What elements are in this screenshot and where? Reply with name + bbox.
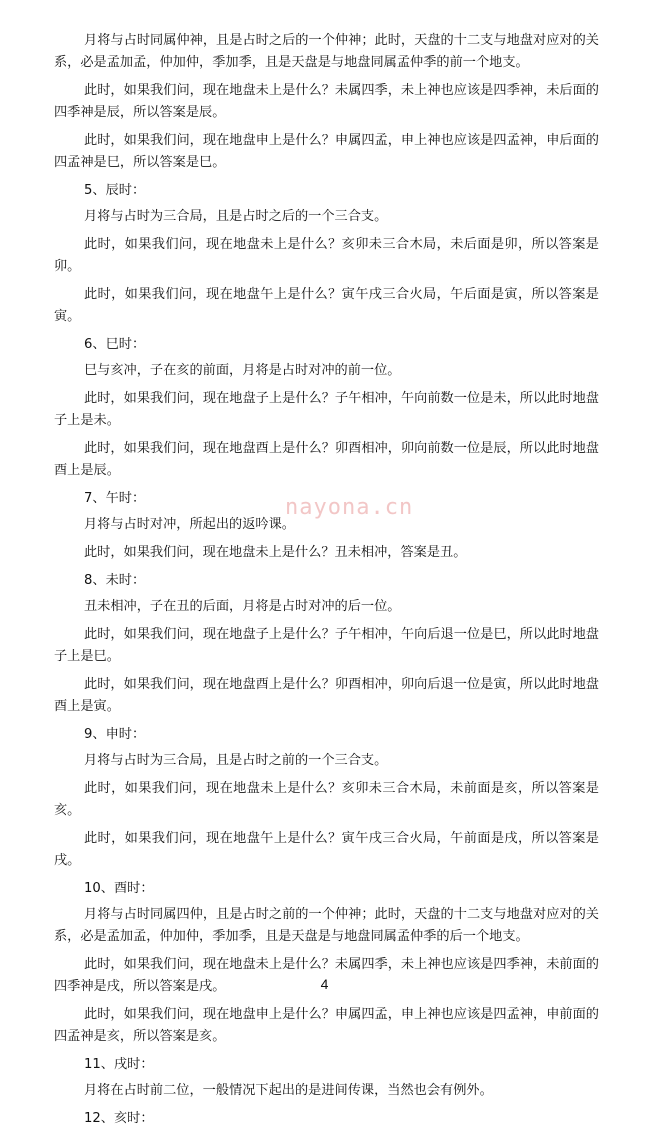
- section-heading: 7、午时：: [84, 491, 146, 506]
- paragraph: 此时，如果我们问，现在地盘申上是什么？申属四孟，申上神也应该是四孟神，申后面的四孟神是巳，所以答案是巳。: [54, 133, 599, 170]
- paragraph: 此时，如果我们问，现在地盘未上是什么？亥卯未三合木局，未前面是亥，所以答案是亥。: [54, 781, 599, 818]
- paragraph: 月将与占时对冲，所起出的返吟课。: [84, 517, 295, 532]
- section-heading: 6、巳时：: [84, 337, 146, 352]
- section-heading: 10、酉时：: [84, 881, 154, 896]
- paragraph: 丑未相冲，子在丑的后面，月将是占时对冲的后一位。: [84, 599, 401, 614]
- paragraph: 此时，如果我们问，现在地盘午上是什么？寅午戌三合火局，午前面是戌，所以答案是戌。: [54, 831, 599, 868]
- section-heading: 12、亥时：: [84, 1111, 154, 1126]
- paragraph: 此时，如果我们问，现在地盘未上是什么？未属四季，未上神也应该是四季神，未前面的四季神是戌，所以答案是戌。: [54, 957, 599, 994]
- paragraph: 月将与占时同属仲神，且是占时之后的一个仲神；此时，天盘的十二支与地盘对应对的关系，必是孟加孟，仲加仲，季加季，且是天盘是与地盘同属孟仲季的前一个地支。: [54, 33, 599, 70]
- paragraph: 此时，如果我们问，现在地盘子上是什么？子午相冲，午向前数一位是未，所以此时地盘子上是未。: [54, 391, 599, 428]
- paragraph: 此时，如果我们问，现在地盘未上是什么？丑未相冲，答案是丑。: [84, 545, 467, 560]
- paragraph: 月将与占时为三合局，且是占时之后的一个三合支。: [84, 209, 388, 224]
- paragraph: 巳与亥冲，子在亥的前面，月将是占时对冲的前一位。: [84, 363, 401, 378]
- watermark: nayona.cn: [285, 495, 414, 520]
- section-heading: 9、申时：: [84, 727, 146, 742]
- paragraph: 此时，如果我们问，现在地盘子上是什么？子午相冲，午向后退一位是巳，所以此时地盘子上是巳。: [54, 627, 599, 664]
- paragraph: 月将与占时同属四仲，且是占时之前的一个仲神；此时，天盘的十二支与地盘对应对的关系，必是孟加孟，仲加仲，季加季，且是天盘是与地盘同属孟仲季的后一个地支。: [54, 907, 599, 944]
- paragraph: 此时，如果我们问，现在地盘午上是什么？寅午戌三合火局，午后面是寅，所以答案是寅。: [54, 287, 599, 324]
- paragraph: 此时，如果我们问，现在地盘酉上是什么？卯酉相冲，卯向前数一位是辰，所以此时地盘酉上是辰。: [54, 441, 599, 478]
- paragraph: 此时，如果我们问，现在地盘未上是什么？未属四季，未上神也应该是四季神，未后面的四季神是辰，所以答案是辰。: [54, 83, 599, 120]
- paragraph: 此时，如果我们问，现在地盘未上是什么？亥卯未三合木局，未后面是卯，所以答案是卯。: [54, 237, 599, 274]
- paragraph: 月将与占时为三合局，且是占时之前的一个三合支。: [84, 753, 388, 768]
- paragraph: 此时，如果我们问，现在地盘酉上是什么？卯酉相冲，卯向后退一位是寅，所以此时地盘酉上是寅。: [54, 677, 599, 714]
- section-heading: 11、戌时：: [84, 1057, 154, 1072]
- section-heading: 8、未时：: [84, 573, 146, 588]
- document-body: [54, 30, 599, 1134]
- paragraph: 此时，如果我们问，现在地盘申上是什么？申属四孟，申上神也应该是四孟神，申前面的四孟神是亥，所以答案是亥。: [54, 1007, 599, 1044]
- paragraph: 月将在占时前二位，一般情况下起出的是进间传课，当然也会有例外。: [84, 1083, 493, 1098]
- section-heading: 5、辰时：: [84, 183, 146, 198]
- page-number: 4: [320, 976, 329, 992]
